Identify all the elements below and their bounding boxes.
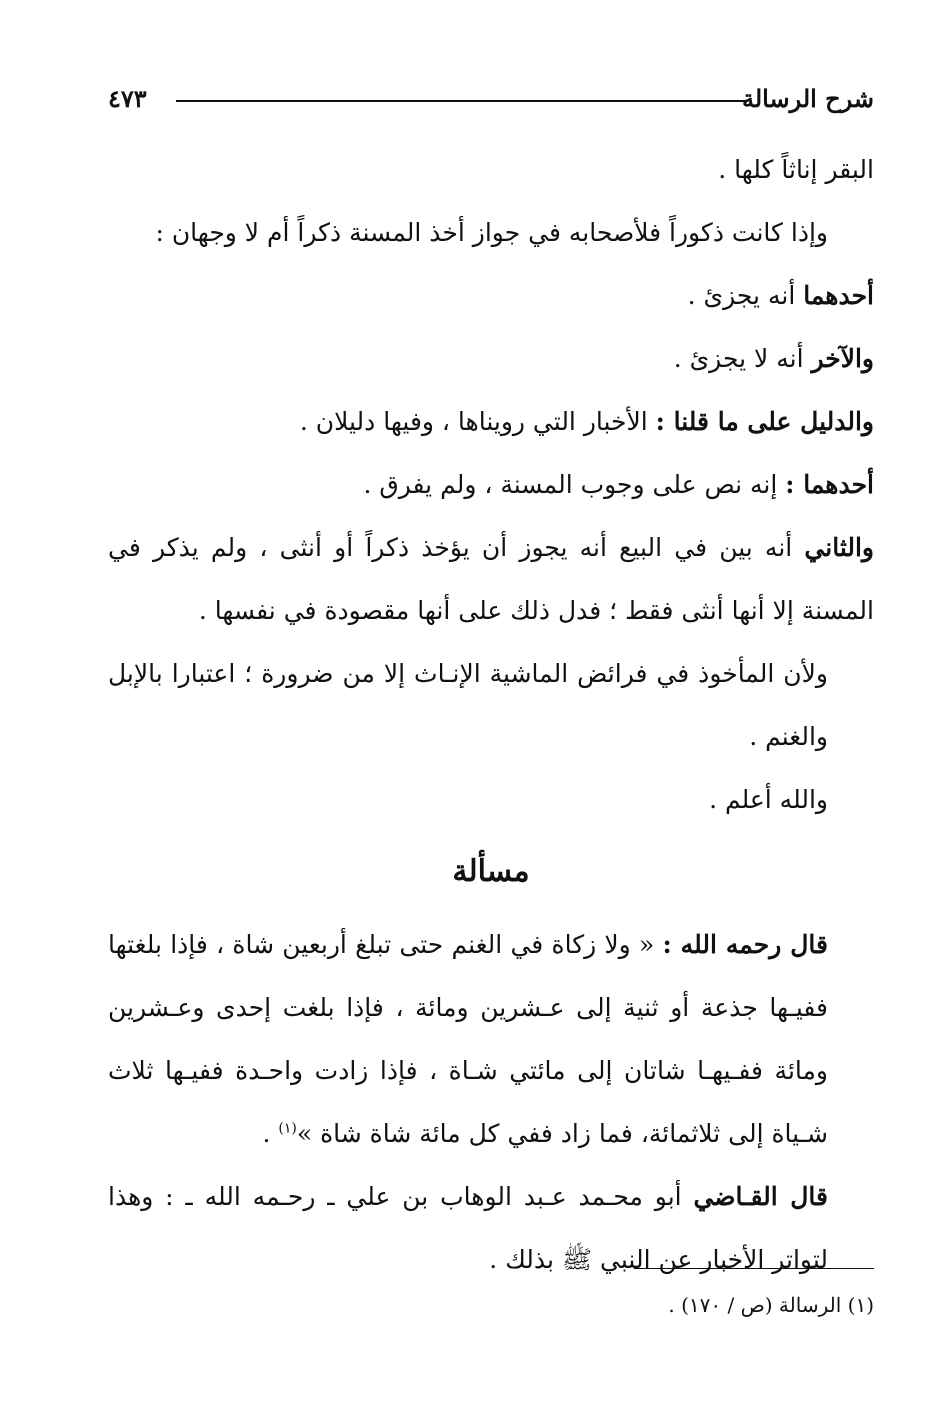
paragraph-lead: والثاني <box>804 533 874 562</box>
paragraph-lead: أحدهما <box>803 281 874 310</box>
page-number: ٤٧٣ <box>108 84 147 113</box>
paragraph <box>108 913 874 1165</box>
footnote-rule <box>634 1268 874 1269</box>
paragraph-text: . <box>262 1119 279 1148</box>
paragraph <box>108 327 874 390</box>
paragraph-lead: والدليل على ما قلنا : <box>655 407 874 436</box>
paragraph-text: أنه لا يجزئ . <box>673 344 812 373</box>
paragraph-text: أبو محـمد عـبد الوهاب بن علي ـ رحـمه الله ـ : وهذا لتواتر الأخبار عن النبي ﷺ بذلك . <box>108 1182 828 1274</box>
paragraph <box>108 516 874 642</box>
paragraph-text: ولأن المأخوذ في فرائض الماشية الإنـاث إلا من ضرورة ؛ اعتبارا بالإبل والغنم . <box>108 659 828 751</box>
paragraph-text: وإذا كانت ذكوراً فلأصحابه في جواز أخذ المسنة ذكراً أم لا وجهان : <box>155 218 828 247</box>
paragraph <box>108 390 874 453</box>
paragraph-text: أنه يجزئ . <box>687 281 804 310</box>
running-title: شرح الرسالة <box>741 84 874 113</box>
page-header <box>108 84 874 120</box>
paragraph <box>108 1165 874 1291</box>
paragraph-text: والله أعلم . <box>709 785 828 814</box>
header-rule <box>176 100 746 102</box>
paragraph-text: الأخبار التي رويناها ، وفيها دليلان . <box>299 407 656 436</box>
paragraph <box>108 642 874 768</box>
paragraph-lead: أحدهما : <box>785 470 874 499</box>
paragraph <box>108 453 874 516</box>
paragraph-text: إنه نص على وجوب المسنة ، ولم يفرق . <box>363 470 786 499</box>
paragraph-lead: قال القـاضي <box>693 1182 829 1211</box>
footnote-marker[interactable]: (١) <box>278 1120 297 1137</box>
paragraph <box>108 768 874 831</box>
section-heading: مسألة <box>452 854 530 889</box>
paragraph-text: البقر إناثاً كلها . <box>718 155 874 184</box>
main-text <box>108 138 874 1291</box>
paragraph <box>108 138 874 201</box>
paragraph <box>108 201 874 264</box>
paragraph-lead: قال رحمه الله : <box>662 930 828 959</box>
paragraph-text: أنه بين في البيع أنه يجوز أن يؤخذ ذكراً أو أنثى ، ولم يذكر في المسنة إلا أنها أنثى فقط ؛ فدل ذلك على أنها مقصودة في نفسها . <box>108 533 874 625</box>
paragraph-text: « ولا زكاة في الغنم حتى تبلغ أربعين شاة ، فإذا بلغتها ففيـها جذعة أو ثنية إلى عـشرين ومائة ، فإذا بلغت إحدى وعـشرين ومائة ففـيهـا شاتان إلى مائتي شـاة ، فإذا زادت واحـدة ففيـها ثلاث شـياة إلى ثلاثمائة، فما زاد ففي كل مائة شاة شاة » <box>108 930 828 1148</box>
footnote: (١) الرسالة (ص / ١٧٠) . <box>668 1293 874 1317</box>
paragraph-lead: والآخر <box>811 344 874 373</box>
paragraph <box>108 264 874 327</box>
